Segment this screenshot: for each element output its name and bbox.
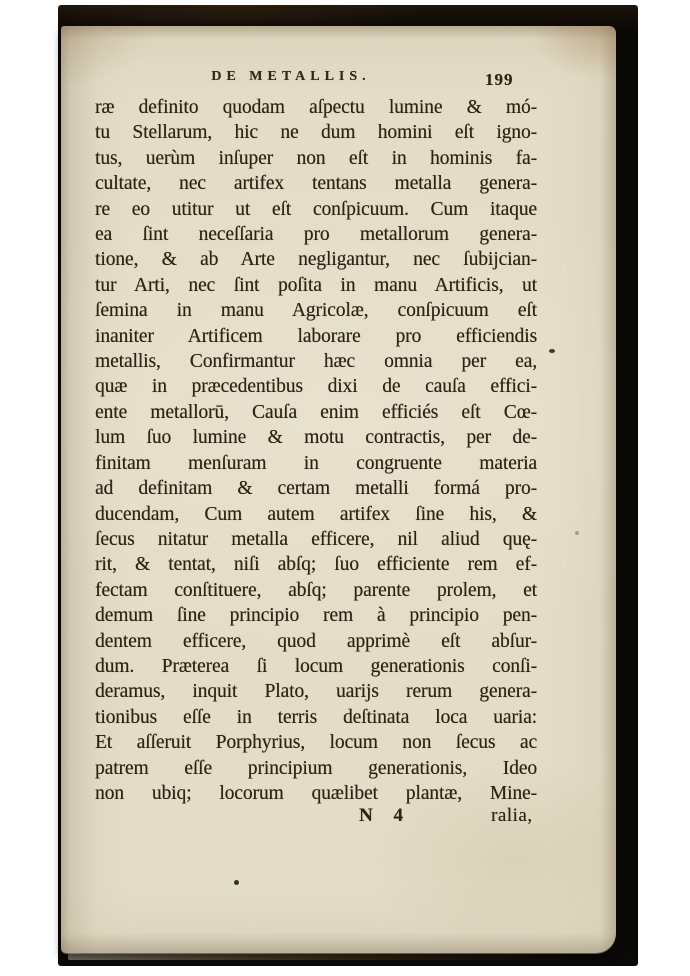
text-line: cultate, nec artifex tentans metalla genera- — [95, 173, 537, 195]
text-line: ſecus nitatur metalla efficere, nil aliud quę- — [95, 528, 537, 550]
text-line: metallis, Confirmantur hæc omnia per ea, — [95, 351, 537, 373]
text-line: rit, & tentat, niſi abſq; ſuo efficiente rem ef- — [95, 554, 537, 576]
text-line: tione, & ab Arte negligantur, nec ſubijcian- — [95, 249, 537, 271]
ink-speck — [234, 880, 239, 885]
signature-line — [61, 805, 616, 831]
text-line: ea ſint neceſſaria pro metallorum genera- — [95, 224, 537, 246]
ink-speck — [575, 531, 579, 535]
text-line: lum ſuo lumine & motu contractis, per de- — [95, 427, 537, 449]
text-line: patrem eſſe principium generationis, Ideo — [95, 757, 537, 779]
text-line: demum ſine principio rem à principio pen- — [95, 605, 537, 627]
text-line: inaniter Artificem laborare pro efficiendis — [95, 325, 537, 347]
text-line: ducendam, Cum autem artifex ſine his, & — [95, 503, 537, 525]
text-line: ad definitam & certam metalli formá pro- — [95, 478, 537, 500]
text-line: dum. Præterea ſi locum generationis conſi- — [95, 655, 537, 677]
text-line: tur Arti, nec ſint poſita in manu Artificis, ut — [95, 274, 537, 296]
text-line: tionibus eſſe in terris deſtinata loca uaria: — [95, 706, 537, 728]
text-line: quæ in præcedentibus dixi de cauſa effici- — [95, 376, 537, 398]
page-number: 199 — [485, 70, 514, 89]
book-page — [61, 26, 616, 953]
catchword: ralia, — [491, 805, 533, 826]
text-line: dentem efficere, quod apprimè eſt abſur- — [95, 630, 537, 652]
text-line: tu Stellarum, hic ne dum homini eſt igno- — [95, 122, 537, 144]
text-line: deramus, inquit Plato, uarijs rerum genera- — [95, 681, 537, 703]
text-line: tus, uerùm inſuper non eſt in hominis fa- — [95, 147, 537, 169]
book-scan-background — [58, 5, 638, 966]
running-title: DE METALLIS. — [211, 69, 371, 84]
gathering-signature: N 4 — [359, 805, 404, 826]
text-line: ente metallorū, Cauſa enim efficiés eſt Cœ- — [95, 401, 537, 423]
text-line: non ubiq; locorum quælibet plantæ, Mine- — [95, 782, 537, 804]
text-line: ſemina in manu Agricolæ, conſpicuum eſt — [95, 300, 537, 322]
text-line: finitam menſuram in congruente materia — [95, 452, 537, 474]
text-line: ræ definito quodam aſpectu lumine & mó- — [95, 97, 537, 118]
text-line: re eo utitur ut eſt conſpicuum. Cum itaque — [95, 198, 537, 220]
page-body — [95, 95, 537, 806]
text-line: Et aſſeruit Porphyrius, locum non ſecus ac — [95, 732, 537, 754]
text-line: fectam conſtituere, abſq; parente prolem, et — [95, 579, 537, 601]
ink-speck — [549, 349, 555, 353]
